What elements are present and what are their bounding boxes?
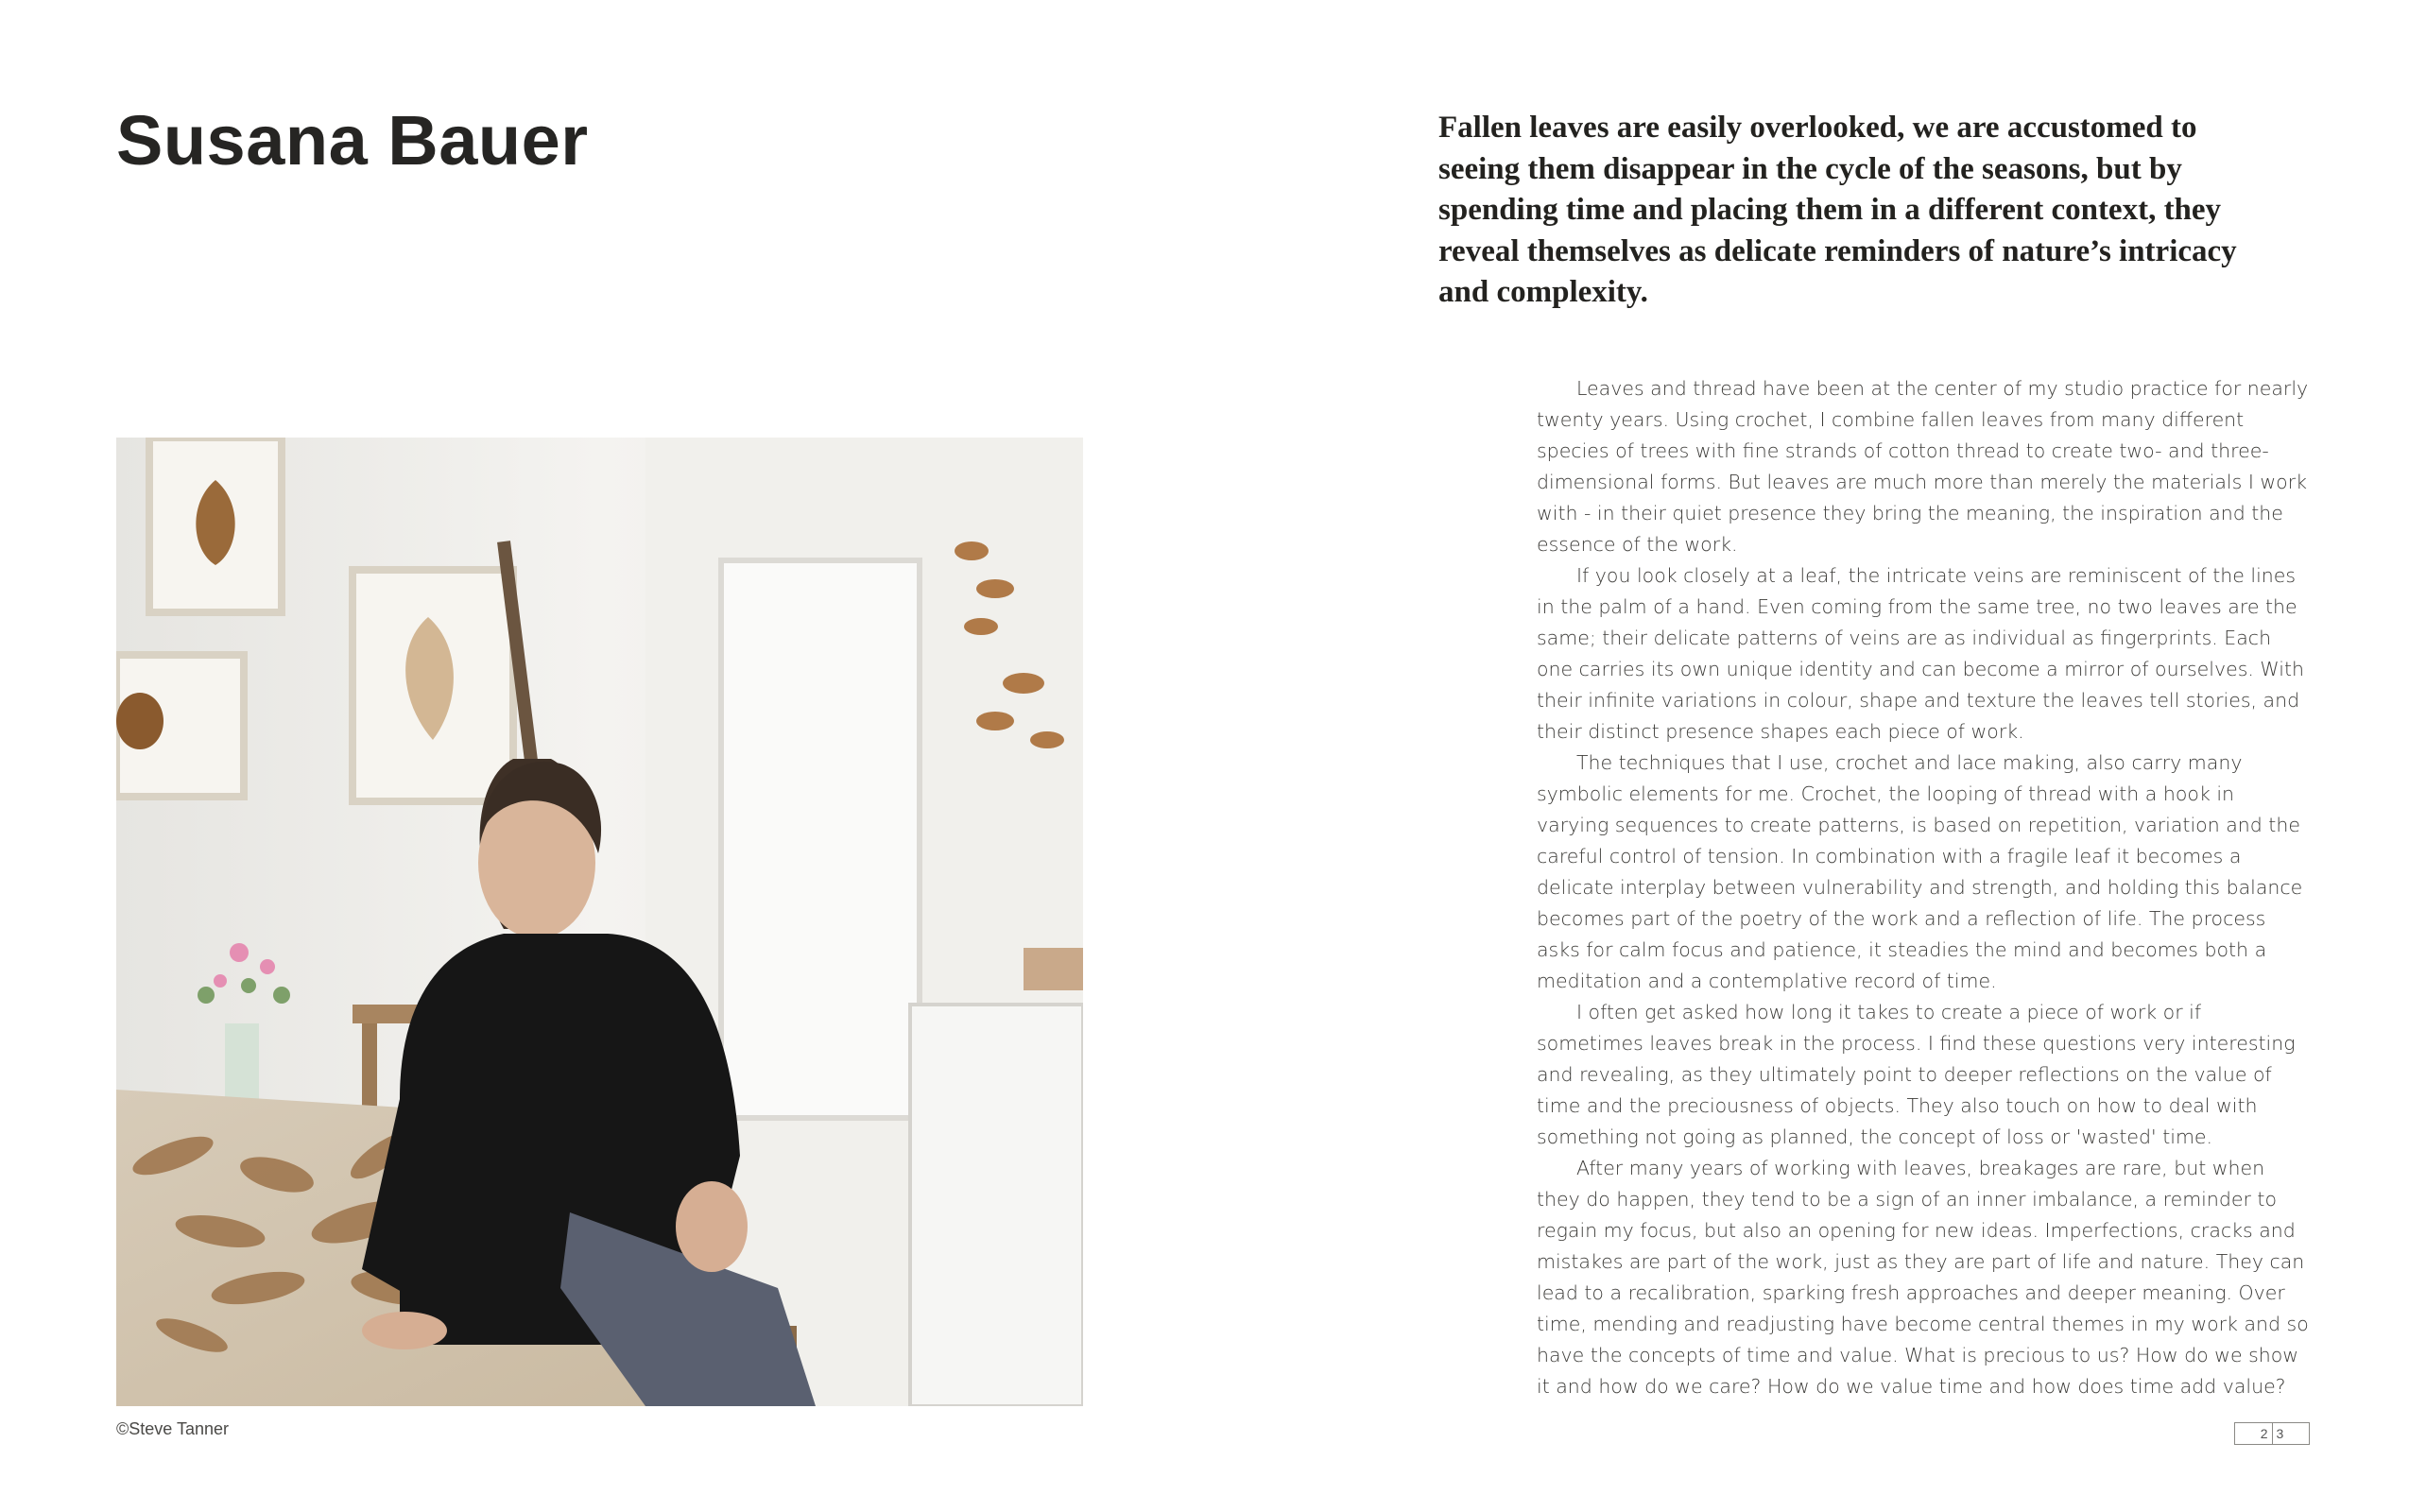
page-number-box	[2234, 1422, 2310, 1445]
statement-paragraph: I often get asked how long it takes to create a piece of work or if sometimes leaves break in the process. I find these questions very interesting and revealing, as they ultimately point to deeper reflections on the value of time and the preciousness of objects. They also touch on how to deal with something not going as planned, the concept of loss or 'wasted' time.	[1537, 1001, 2296, 1148]
statement-paragraph: The techniques that I use, crochet and lace making, also carry many symbolic elements for me. Crochet, the looping of thread with a hook in varying sequences to create patterns, is based on repetition, variation and the careful control of tension. In combination with a fragile leaf it becomes a delicate interplay between vulnerability and strength, and holding this balance becomes part of the poetry of the work and a reflection of life. The process asks for calm focus and patience, it steadies the mind and becomes both a meditation and a contemplative record of time.	[1537, 751, 2303, 992]
left-page	[0, 0, 1204, 1512]
artist-portrait-photo	[116, 438, 1083, 1406]
artist-name: Susana Bauer	[116, 101, 589, 180]
statement-paragraph: After many years of working with leaves, breakages are rare, but when they do happen, they tend to be a sign of an inner imbalance, a reminder to regain my focus, but also an opening for new ideas. Imperfections, cracks and mistakes are part of the work, just as they are part of life and nature. They can lead to a recalibration, sparking fresh approaches and deeper meaning. Over time, mending and readjusting have become central themes in my work and so have the concepts of time and value. What is precious to us? How do we show it and how do we care? How do we value time and how does time add value?	[1537, 1157, 2309, 1398]
statement-paragraph: Leaves and thread have been at the center of my studio practice for nearly twenty years. Using crochet, I combine fallen leaves from many different species of trees with fine strands of cotton thread to create two- and three-dimensional forms. But leaves are much more than merely the materials I work with - in their quiet presence they bring the meaning, the inspiration and the essence of the work.	[1537, 377, 2309, 556]
artist-statement	[1537, 373, 2312, 1402]
page-number-left: 2	[2235, 1423, 2273, 1444]
pull-quote: Fallen leaves are easily overlooked, we are accustomed to seeing them disappear in the cycle of the seasons, but by spending time and placing them in a different context, they reveal themselves as delicate reminders of nature’s intricacy and complexity.	[1438, 111, 2237, 309]
photo-credit: ©Steve Tanner	[116, 1419, 230, 1438]
page-number-right: 3	[2276, 1426, 2284, 1441]
statement-paragraph: If you look closely at a leaf, the intricate veins are reminiscent of the lines in the palm of a hand. Even coming from the same tree, no two leaves are the same; their delicate patterns of veins are as individual as fingerprints. Each one carries its own unique identity and can become a mirror of ourselves. With their infinite variations in colour, shape and texture the leaves tell stories, and their distinct presence shapes each piece of work.	[1537, 564, 2304, 743]
